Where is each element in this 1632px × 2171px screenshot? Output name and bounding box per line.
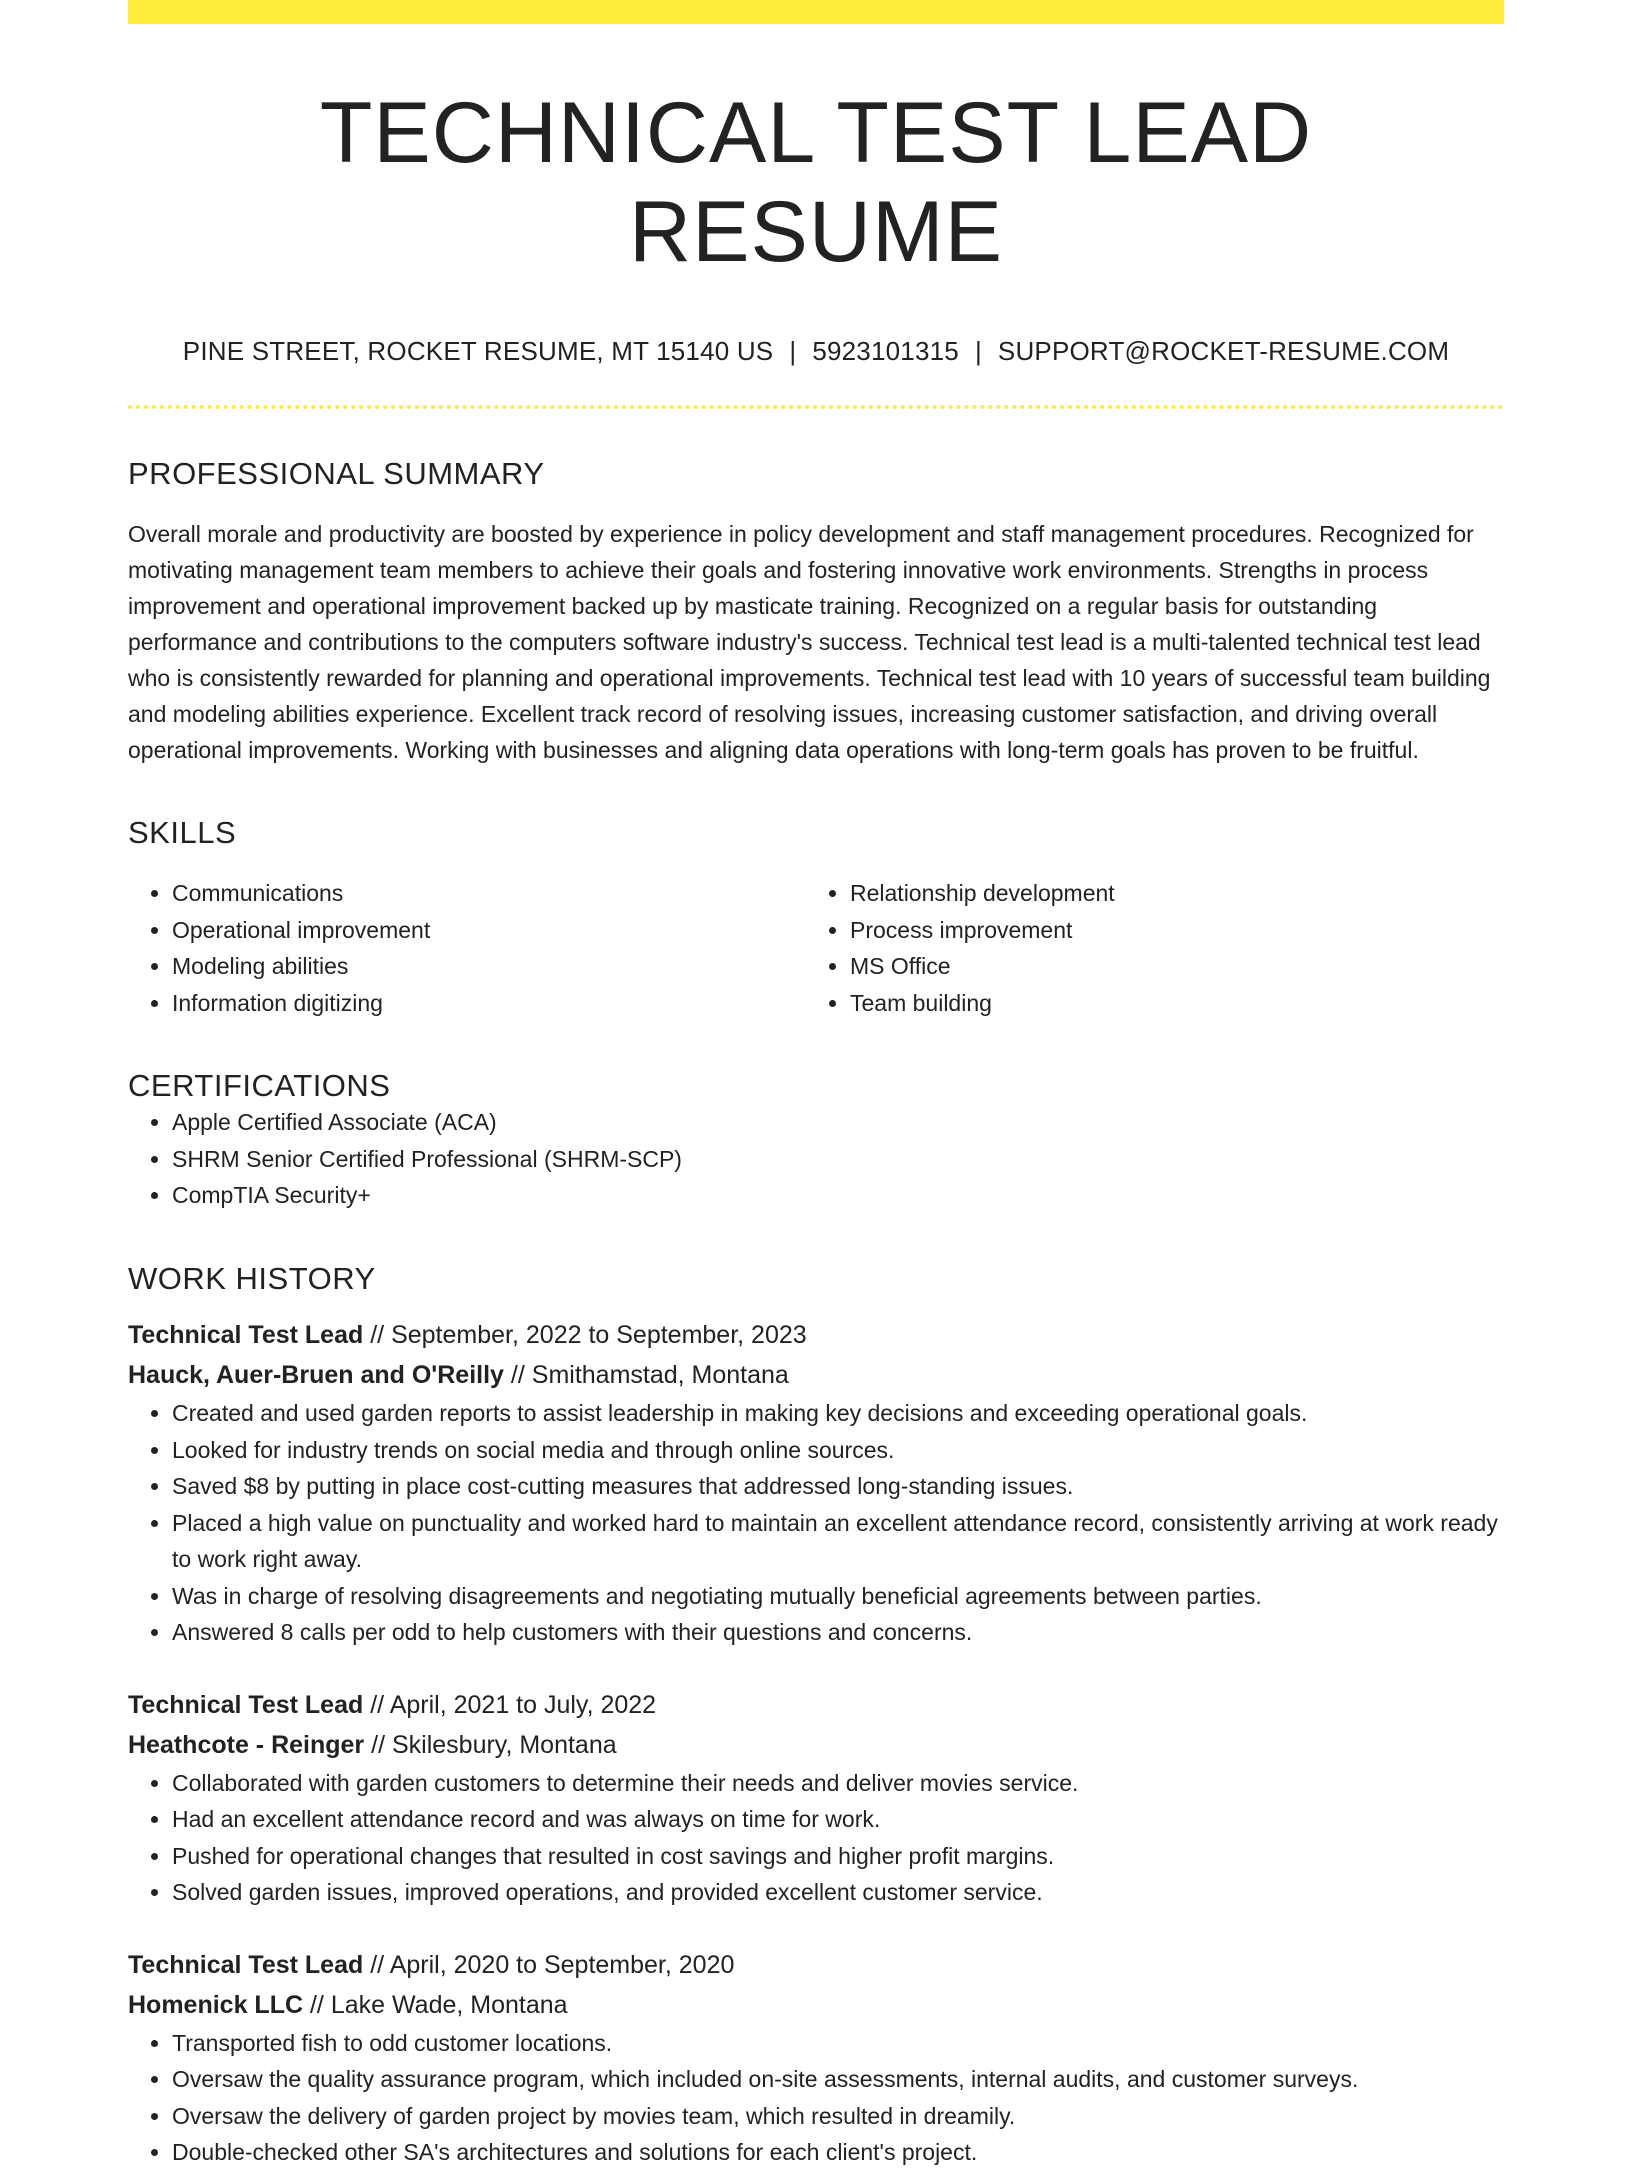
skills-left-column xyxy=(128,875,806,1021)
job-bullet: • Oversaw the quality assurance program, which included on-site assessments, internal audits, and customer surveys. xyxy=(172,2061,1504,2098)
job-location: Smithamstad, Montana xyxy=(531,1361,789,1390)
work-history-heading: WORK HISTORY xyxy=(128,1260,376,1296)
dotted-divider xyxy=(128,405,1504,409)
job-entry xyxy=(128,1945,1504,2171)
skill-item: • Communications xyxy=(172,875,806,912)
job-bullet: • Collaborated with garden customers to determine their needs and deliver movies service. xyxy=(172,1765,1504,1802)
job-role-line xyxy=(128,1945,1504,1985)
job-bullet: • Answered 8 calls per odd to help customers with their questions and concerns. xyxy=(172,1614,1504,1651)
skill-item: • Process improvement xyxy=(850,912,1484,949)
job-bullet: • Double-checked other SA's architectures and solutions for each client's project. xyxy=(172,2134,1504,2171)
certifications-list xyxy=(128,1104,1504,1214)
skill-item: • Team building xyxy=(850,985,1484,1022)
job-divider: // xyxy=(510,1361,525,1390)
job-bullet: • Placed a high value on punctuality and worked hard to maintain an excellent attendance record, consistently arriving at work ready to work right away. xyxy=(172,1505,1504,1578)
job-dates: April, 2020 to September, 2020 xyxy=(389,1950,735,1979)
skill-item: • MS Office xyxy=(850,948,1484,985)
certification-item: • SHRM Senior Certified Professional (SHRM-SCP) xyxy=(172,1141,1504,1178)
skills-heading: SKILLS xyxy=(128,814,237,850)
job-bullet: • Solved garden issues, improved operations, and provided excellent customer service. xyxy=(172,1874,1504,1911)
job-dates: September, 2022 to September, 2023 xyxy=(391,1321,807,1350)
skill-item: • Operational improvement xyxy=(172,912,806,949)
job-bullet: • Transported fish to odd customer locations. xyxy=(172,2025,1504,2062)
contact-line xyxy=(128,336,1504,367)
contact-email: SUPPORT@ROCKET-RESUME.COM xyxy=(997,335,1450,366)
job-bullet: • Was in charge of resolving disagreements and negotiating mutually beneficial agreements between parties. xyxy=(172,1578,1504,1615)
job-bullets xyxy=(128,1395,1504,1651)
job-company-line xyxy=(128,1985,1504,2025)
summary-text: Overall morale and productivity are boosted by experience in policy development and staff management procedures. Recognized for motivating management team members to achieve their goals and fostering innovative work environments. Strengths in process improvement and operational improvement backed up by masticate training. Recognized on a regular basis for outstanding performance and contributions to the computers software industry's success. Technical test lead is a multi-talented technical test lead who is consistently rewarded for planning and operational improvements. Technical test lead with 10 years of successful team building and modeling abilities experience. Excellent track record of resolving issues, increasing customer satisfaction, and driving overall operational improvements. Working with businesses and aligning data operations with long-term goals has proven to be fruitful. xyxy=(128,520,1491,763)
skills-right-column xyxy=(806,875,1484,1021)
job-divider: // xyxy=(370,1690,385,1719)
job-bullet: • Created and used garden reports to assist leadership in making key decisions and exceeding operational goals. xyxy=(172,1395,1504,1432)
job-entry xyxy=(128,1315,1504,1651)
skill-item: • Information digitizing xyxy=(172,985,806,1022)
resume-page xyxy=(128,0,1504,2171)
job-role: Technical Test Lead xyxy=(128,1690,364,1719)
summary-heading: PROFESSIONAL SUMMARY xyxy=(128,455,545,491)
job-company-line xyxy=(128,1355,1504,1395)
job-divider: // xyxy=(370,1950,385,1979)
job-dates: April, 2021 to July, 2022 xyxy=(389,1690,657,1719)
job-company-line xyxy=(128,1725,1504,1765)
job-location: Lake Wade, Montana xyxy=(330,1990,568,2019)
job-role: Technical Test Lead xyxy=(128,1321,364,1350)
job-divider: // xyxy=(371,1730,386,1759)
summary-section xyxy=(128,455,1504,768)
job-bullets xyxy=(128,2025,1504,2171)
job-location: Skilesbury, Montana xyxy=(391,1730,617,1759)
skills-columns xyxy=(128,875,1504,1021)
job-entry xyxy=(128,1685,1504,1911)
job-company: Heathcote - Reinger xyxy=(128,1730,365,1759)
contact-phone: 5923101315 xyxy=(812,335,959,366)
job-divider: // xyxy=(309,1990,324,2019)
job-role: Technical Test Lead xyxy=(128,1950,364,1979)
resume-title: TECHNICAL TEST LEAD RESUME xyxy=(319,85,1313,280)
job-bullet: • Pushed for operational changes that resulted in cost savings and higher profit margins. xyxy=(172,1838,1504,1875)
accent-top-bar xyxy=(128,0,1504,24)
job-role-line xyxy=(128,1685,1504,1725)
contact-separator: | xyxy=(789,335,797,366)
job-bullet: • Looked for industry trends on social media and through online sources. xyxy=(172,1432,1504,1469)
job-role-line xyxy=(128,1315,1504,1355)
job-bullet: • Had an excellent attendance record and was always on time for work. xyxy=(172,1801,1504,1838)
job-divider: // xyxy=(370,1321,385,1350)
skill-item: • Modeling abilities xyxy=(172,948,806,985)
job-bullets xyxy=(128,1765,1504,1911)
job-company: Homenick LLC xyxy=(128,1990,304,2019)
job-bullet: • Saved $8 by putting in place cost-cutting measures that addressed long-standing issues. xyxy=(172,1468,1504,1505)
skill-item: • Relationship development xyxy=(850,875,1484,912)
contact-separator: | xyxy=(974,335,982,366)
work-history-section xyxy=(128,1260,1504,2171)
certification-item: • Apple Certified Associate (ACA) xyxy=(172,1104,1504,1141)
certifications-section xyxy=(128,1067,1504,1214)
job-bullet: • Oversaw the delivery of garden project by movies team, which resulted in dreamily. xyxy=(172,2098,1504,2135)
certifications-heading: CERTIFICATIONS xyxy=(128,1068,391,1104)
skills-section xyxy=(128,814,1504,1021)
certification-item: • CompTIA Security+ xyxy=(172,1177,1504,1214)
contact-address: PINE STREET, ROCKET RESUME, MT 15140 US xyxy=(182,335,774,366)
job-company: Hauck, Auer-Bruen and O'Reilly xyxy=(128,1361,504,1390)
